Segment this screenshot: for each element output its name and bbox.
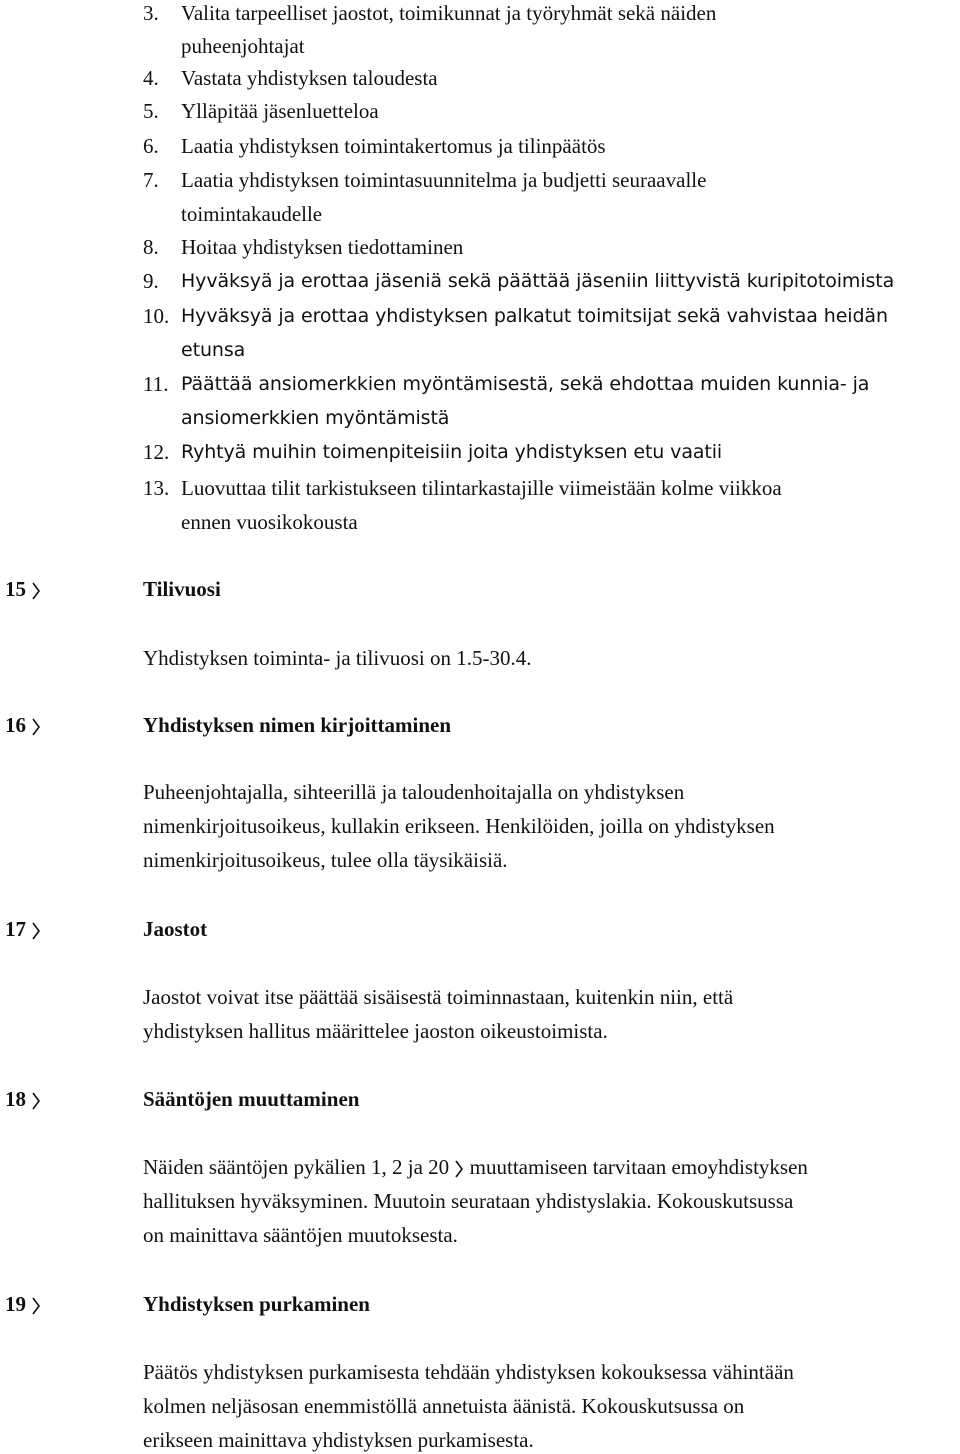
list-number: 13. <box>143 476 170 500</box>
section-body-fragment: muuttamiseen tarvitaan emoyhdistyksen <box>469 1155 808 1179</box>
section-body-line: Yhdistyksen toiminta- ja tilivuosi on 1.5-30.4. <box>143 646 532 670</box>
section-body-line: hallituksen hyväksyminen. Muutoin seurataan yhdistyslakia. Kokouskutsussa <box>143 1189 794 1213</box>
section-sign-icon <box>454 1158 464 1180</box>
list-item-text: Ryhtyä muihin toimenpiteisiin joita yhdistyksen etu vaatii <box>181 441 723 463</box>
section-number-text: 19 <box>5 1292 26 1316</box>
section-title: Tilivuosi <box>143 577 221 601</box>
list-item-text: Ylläpitää jäsenluetteloa <box>181 99 379 123</box>
list-item-text: ennen vuosikokousta <box>181 510 358 534</box>
section-number <box>5 1089 41 1112</box>
section-number <box>5 919 41 942</box>
section-body-line: yhdistyksen hallitus määrittelee jaoston oikeustoimista. <box>143 1019 608 1043</box>
list-item-text: Hoitaa yhdistyksen tiedottaminen <box>181 235 464 259</box>
section-title: Yhdistyksen purkaminen <box>143 1292 370 1316</box>
section-title: Sääntöjen muuttaminen <box>143 1087 360 1111</box>
section-body-line <box>143 1157 808 1180</box>
list-item-text: etunsa <box>181 339 246 361</box>
section-number-text: 15 <box>5 577 26 601</box>
section-body-line: nimenkirjoitusoikeus, tulee olla täysikäisiä. <box>143 848 508 872</box>
list-item-text: toimintakaudelle <box>181 202 323 226</box>
list-item-text: Hyväksyä ja erottaa yhdistyksen palkatut toimitsijat sekä vahvistaa heidän <box>181 305 888 327</box>
section-body-line: on mainittava sääntöjen muutoksesta. <box>143 1223 458 1247</box>
section-sign-icon <box>31 1295 41 1317</box>
list-number: 6. <box>143 134 159 158</box>
list-number: 10. <box>143 304 170 328</box>
section-body-fragment: Näiden sääntöjen pykälien 1, 2 ja 20 <box>143 1155 450 1179</box>
list-number: 9. <box>143 269 159 293</box>
list-number: 4. <box>143 66 159 90</box>
section-body-line: nimenkirjoitusoikeus, kullakin erikseen. Henkilöiden, joilla on yhdistyksen <box>143 814 775 838</box>
list-number: 12. <box>143 440 170 464</box>
section-number <box>5 1294 41 1317</box>
list-number: 5. <box>143 99 159 123</box>
section-number-text: 18 <box>5 1087 26 1111</box>
list-item-text: Laatia yhdistyksen toimintakertomus ja tilinpäätös <box>181 134 606 158</box>
section-number-text: 16 <box>5 713 26 737</box>
section-sign-icon <box>31 580 41 602</box>
list-item-text: Laatia yhdistyksen toimintasuunnitelma ja budjetti seuraavalle <box>181 168 707 192</box>
section-body-line: kolmen neljäsosan enemmistöllä annetuista äänistä. Kokouskutsussa on <box>143 1394 745 1418</box>
section-number <box>5 579 41 602</box>
list-item-text: Hyväksyä ja erottaa jäseniä sekä päättää jäseniin liittyvistä kuripitotoimista <box>181 270 895 292</box>
section-number <box>5 715 41 738</box>
section-number-text: 17 <box>5 917 26 941</box>
section-sign-icon <box>31 1090 41 1112</box>
section-sign-icon <box>31 920 41 942</box>
section-body-line: Jaostot voivat itse päättää sisäisestä toiminnastaan, kuitenkin niin, että <box>143 985 734 1009</box>
section-body-line: Päätös yhdistyksen purkamisesta tehdään yhdistyksen kokouksessa vähintään <box>143 1360 794 1384</box>
list-item-text: puheenjohtajat <box>181 34 305 58</box>
list-number: 7. <box>143 168 159 192</box>
list-item-text: Päättää ansiomerkkien myöntämisestä, sekä ehdottaa muiden kunnia- ja <box>181 373 870 395</box>
section-body-line: erikseen mainittava yhdistyksen purkamisesta. <box>143 1428 534 1452</box>
section-title: Jaostot <box>143 917 208 941</box>
list-item-text: Valita tarpeelliset jaostot, toimikunnat ja työryhmät sekä näiden <box>181 1 717 25</box>
list-item-text: Vastata yhdistyksen taloudesta <box>181 66 438 90</box>
section-title: Yhdistyksen nimen kirjoittaminen <box>143 713 452 737</box>
list-item-text: Luovuttaa tilit tarkistukseen tilintarkastajille viimeistään kolme viikkoa <box>181 476 782 500</box>
list-number: 3. <box>143 1 159 25</box>
section-sign-icon <box>31 716 41 738</box>
list-item-text: ansiomerkkien myöntämistä <box>181 407 450 429</box>
section-body-line: Puheenjohtajalla, sihteerillä ja taloudenhoitajalla on yhdistyksen <box>143 780 685 804</box>
list-number: 8. <box>143 235 159 259</box>
list-number: 11. <box>143 372 169 396</box>
